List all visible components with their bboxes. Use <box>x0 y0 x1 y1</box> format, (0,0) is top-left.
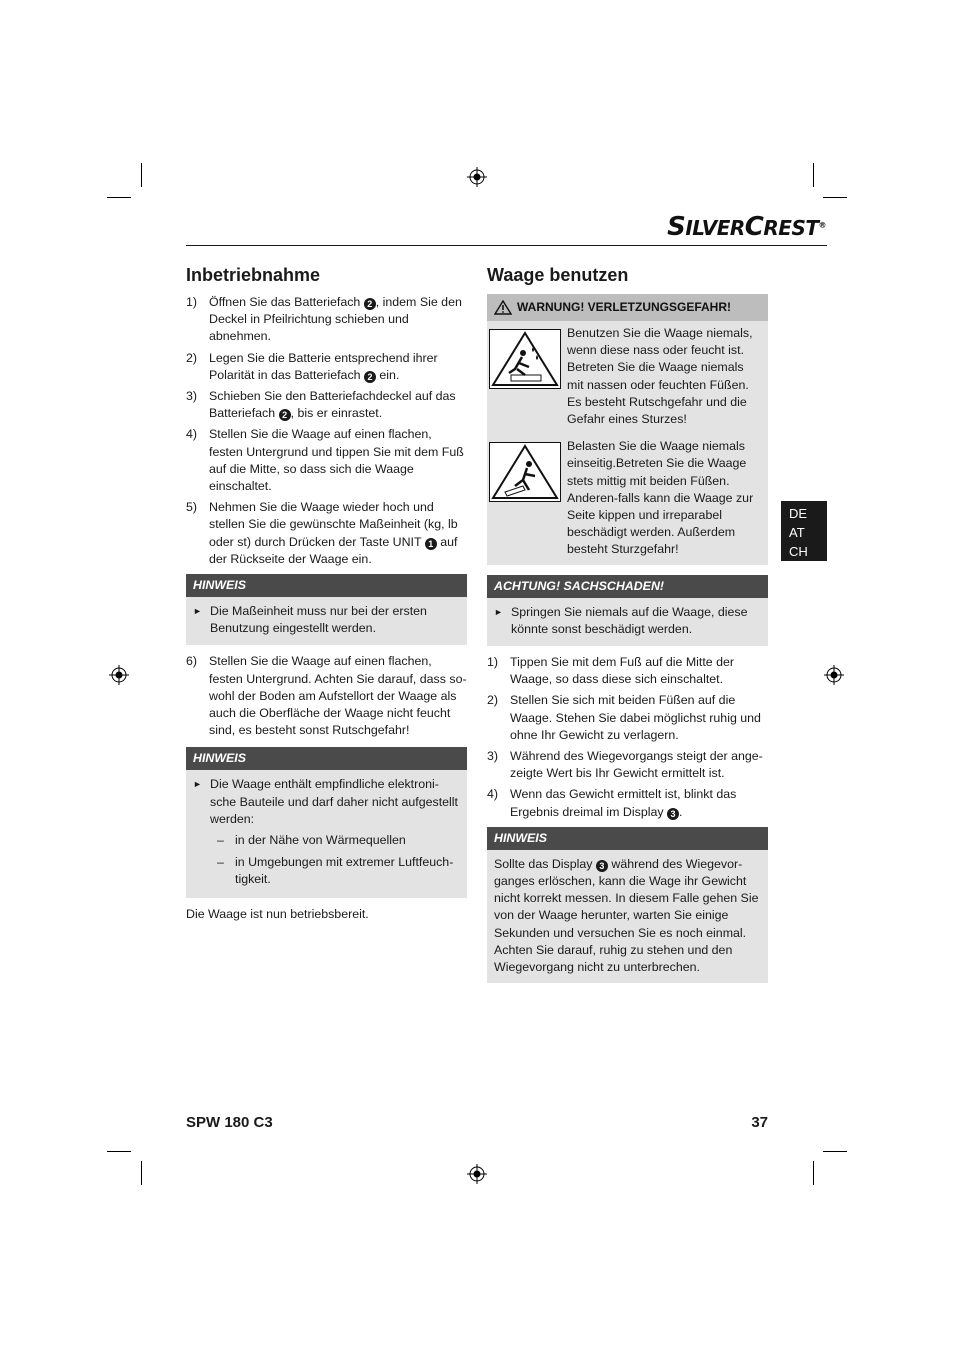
ref-number-icon: 2 <box>279 409 291 421</box>
caution-item: ► Springen Sie niemals auf die Waage, diese könnte sonst beschädigt werden. <box>494 604 761 638</box>
step-item: 6) Stellen Sie die Waage auf einen flachen, festen Untergrund. Achten Sie darauf, dass so-wohl der Boden am Aufstellort der Waage als auch die Oberfläche der Waage nicht feucht sind, es besteht sonst Rutschgefahr! <box>186 654 467 738</box>
crop-mark <box>823 1151 847 1152</box>
warning-text: Belasten Sie die Waage niemals einseitig.Betreten Sie die Waage stets mittig mit beiden Füßen. Anderen-falls kann die Waage zur Seite kippen und irreparabel beschädigt werden. Außerdem besteht Sturzgefahr! <box>567 439 754 557</box>
arrow-bullet-icon: ► <box>494 606 503 617</box>
arrow-bullet-icon: ► <box>193 779 202 790</box>
note-title: HINWEIS <box>186 574 467 597</box>
warning-title: WARNUNG! VERLETZUNGSGEFAHR! <box>517 300 731 314</box>
registration-mark-icon <box>467 167 487 187</box>
wet-slip-warning-icon <box>489 329 561 389</box>
step-item: 1) Tippen Sie mit dem Fuß auf die Mitte der Waage, so dass diese sich einschaltet. <box>487 655 735 687</box>
warning-text: Benutzen Sie die Waage niemals, wenn diese nass oder feucht ist. Betreten Sie die Waage niemals mit nassen oder feuchten Füßen. Es besteht Rutschgefahr und die Gefahr eines Sturzes! <box>567 326 753 427</box>
page-number: 37 <box>751 1114 768 1131</box>
step-item: 4) Wenn das Gewicht ermittelt ist, blinkt das Ergebnis dreimal im Display 3 . <box>487 787 737 819</box>
note-item: ► Die Maßeinheit muss nur bei der ersten Benutzung eingestellt werden. <box>193 603 460 637</box>
crop-mark <box>141 1161 142 1185</box>
model-number: SPW 180 C3 <box>186 1114 273 1131</box>
step-item: 5) Nehmen Sie die Waage wieder hoch und stellen Sie die gewünschte Maßeinheit (kg, lb oder st) durch Drücken der Taste UNIT 1 auf der Rückseite der Waage ein. <box>186 500 458 566</box>
warning-box <box>487 294 768 565</box>
step-item: 1) Öffnen Sie das Batteriefach 2 , indem Sie den Deckel in Pfeilrichtung schieben und abnehmen. <box>186 295 462 344</box>
note-box <box>186 747 467 897</box>
tip-over-warning-icon <box>489 442 561 502</box>
section-title: Waage benutzen <box>487 265 629 285</box>
crop-mark <box>107 1151 131 1152</box>
step-item: 2) Stellen Sie sich mit beiden Füßen auf die Waage. Stehen Sie dabei möglichst ruhig und ohne Ihr Gewicht zu verlagern. <box>487 693 761 742</box>
brand-logo: SILVERCREST® <box>667 212 826 242</box>
ref-number-icon: 1 <box>425 538 437 550</box>
ref-number-icon: 2 <box>364 298 376 310</box>
note-title: HINWEIS <box>487 827 768 850</box>
crop-mark <box>141 163 142 187</box>
note-box: HINWEIS Sollte das Display 3 während des Wiegevor-ganges erlöschen, kann die Wage ihr Gewicht nicht korrekt messen. In diesem Falle gehen Sie von der Waage herunter, warten Sie einige Sekunden und versuchen Sie es noch einmal. Achten Sie darauf, ruhig zu stehen und den Wiegevorgang nicht zu unterbrechen. <box>487 827 768 983</box>
warning-triangle-icon <box>494 300 512 315</box>
step-item: 3) Schieben Sie den Batteriefachdeckel auf das Batteriefach 2 , bis er einrastet. <box>186 389 456 421</box>
ref-number-icon: 3 <box>596 860 608 872</box>
registration-mark-icon <box>467 1164 487 1184</box>
step-item: 2) Legen Sie die Batterie entsprechend ihrer Polarität in das Batteriefach 2 ein. <box>186 350 438 382</box>
registration-mark-icon <box>109 665 129 685</box>
crop-mark <box>823 197 847 198</box>
ref-number-icon: 2 <box>364 371 376 383</box>
arrow-bullet-icon: ► <box>193 606 202 617</box>
caution-title: ACHTUNG! SACHSCHADEN! <box>487 575 768 598</box>
language-tab: DE AT CH <box>781 501 827 561</box>
ready-text: Die Waage ist nun betriebsbereit. <box>186 906 369 921</box>
crop-mark <box>107 197 131 198</box>
crop-mark <box>813 1161 814 1185</box>
note-box <box>186 574 467 645</box>
step-item: 3) Während des Wiegevorgangs steigt der ange-zeigte Wert bis Ihr Gewicht ermittelt ist. <box>487 749 763 781</box>
registration-mark-icon <box>824 665 844 685</box>
right-column <box>487 264 768 991</box>
note-item: ► Die Waage enthält empfindliche elektroni-sche Bauteile und darf daher nicht aufgestellt werden: <box>193 776 460 828</box>
dash-item: – in Umgebungen mit extremer Luftfeuch-tigkeit. <box>217 855 454 887</box>
section-title: Inbetriebnahme <box>186 265 321 285</box>
ref-number-icon: 3 <box>667 808 679 820</box>
dash-item: – in der Nähe von Wärmequellen <box>217 833 406 848</box>
crop-mark <box>813 163 814 187</box>
header-rule <box>186 245 827 246</box>
caution-box <box>487 575 768 646</box>
left-column <box>186 264 467 923</box>
step-item: 4) Stellen Sie die Waage auf einen flachen, festen Untergrund und tippen Sie mit dem Fuß auf die Mitte, so dass sich die Waage einschaltet. <box>186 427 464 494</box>
note-title: HINWEIS <box>186 747 467 770</box>
